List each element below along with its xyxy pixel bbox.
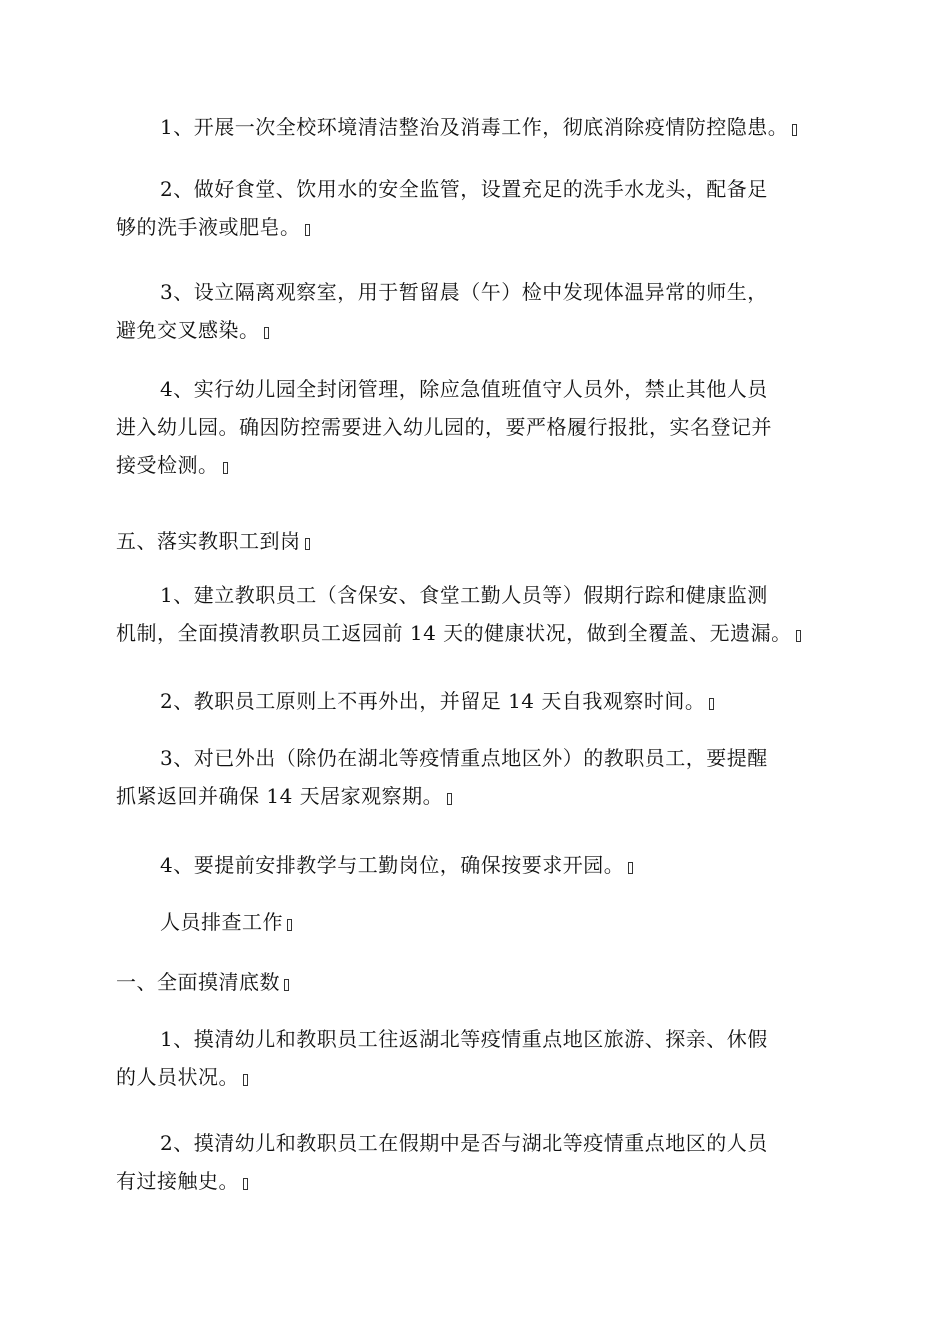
paragraph-8 (116, 846, 836, 884)
paragraph-mark-icon (796, 630, 801, 642)
text-line: 2、做好食堂、饮用水的安全监管，设置充足的洗手水龙头，配备足 (160, 177, 768, 201)
text-line: 1、开展一次全校环境清洁整治及消毒工作，彻底消除疫情防控隐患。 (116, 108, 836, 146)
text-line: 3、对已外出（除仍在湖北等疫情重点地区外）的教职员工，要提醒 (160, 746, 768, 770)
paragraph-2 (116, 170, 836, 246)
section-title (116, 903, 836, 941)
paragraph-mark-icon (287, 919, 292, 931)
paragraph-7 (116, 739, 836, 815)
paragraph-mark-icon (305, 224, 310, 236)
text-line: 4、实行幼儿园全封闭管理，除应急值班值守人员外，禁止其他人员 (160, 377, 768, 401)
paragraph-mark-icon (447, 793, 452, 805)
paragraph-mark-icon (284, 979, 289, 991)
text-line: 有过接触史。 (116, 1162, 836, 1200)
paragraph-mark-icon (223, 462, 228, 474)
paragraph-mark-icon (628, 862, 633, 874)
text-line: 1、摸清幼儿和教职员工往返湖北等疫情重点地区旅游、探亲、休假 (160, 1027, 768, 1051)
paragraph-4 (116, 370, 836, 484)
text-line: 2、教职员工原则上不再外出，并留足 14 天自我观察时间。 (116, 682, 836, 720)
paragraph-mark-icon (305, 538, 310, 550)
paragraph-mark-icon (243, 1178, 248, 1190)
text-line: 接受检测。 (116, 446, 836, 484)
text-line: 2、摸清幼儿和教职员工在假期中是否与湖北等疫情重点地区的人员 (160, 1131, 768, 1155)
text-line: 一、全面摸清底数 (116, 963, 836, 1001)
paragraph-mark-icon (792, 124, 797, 136)
section-heading-1 (116, 963, 836, 1001)
paragraph-3 (116, 273, 836, 349)
text-line: 1、建立教职员工（含保安、食堂工勤人员等）假期行踪和健康监测 (160, 583, 768, 607)
text-line: 避免交叉感染。 (116, 311, 836, 349)
text-line: 人员排查工作 (116, 903, 836, 941)
text-line: 3、设立隔离观察室，用于暂留晨（午）检中发现体温异常的师生， (160, 280, 768, 304)
paragraph-9 (116, 1020, 836, 1096)
text-line: 的人员状况。 (116, 1058, 836, 1096)
paragraph-mark-icon (264, 327, 269, 339)
paragraph-10 (116, 1124, 836, 1200)
text-line: 进入幼儿园。确因防控需要进入幼儿园的，要严格履行报批，实名登记并 (116, 415, 772, 439)
text-line: 五、落实教职工到岗 (116, 522, 836, 560)
paragraph-1 (116, 108, 836, 146)
section-heading-5 (116, 522, 836, 560)
paragraph-mark-icon (243, 1074, 248, 1086)
text-line: 机制，全面摸清教职员工返园前 14 天的健康状况，做到全覆盖、无遗漏。 (116, 614, 836, 652)
text-line: 够的洗手液或肥皂。 (116, 208, 836, 246)
paragraph-6 (116, 682, 836, 720)
text-line: 4、要提前安排教学与工勤岗位，确保按要求开园。 (116, 846, 836, 884)
text-line: 抓紧返回并确保 14 天居家观察期。 (116, 777, 836, 815)
paragraph-5 (116, 576, 836, 652)
paragraph-mark-icon (709, 698, 714, 710)
